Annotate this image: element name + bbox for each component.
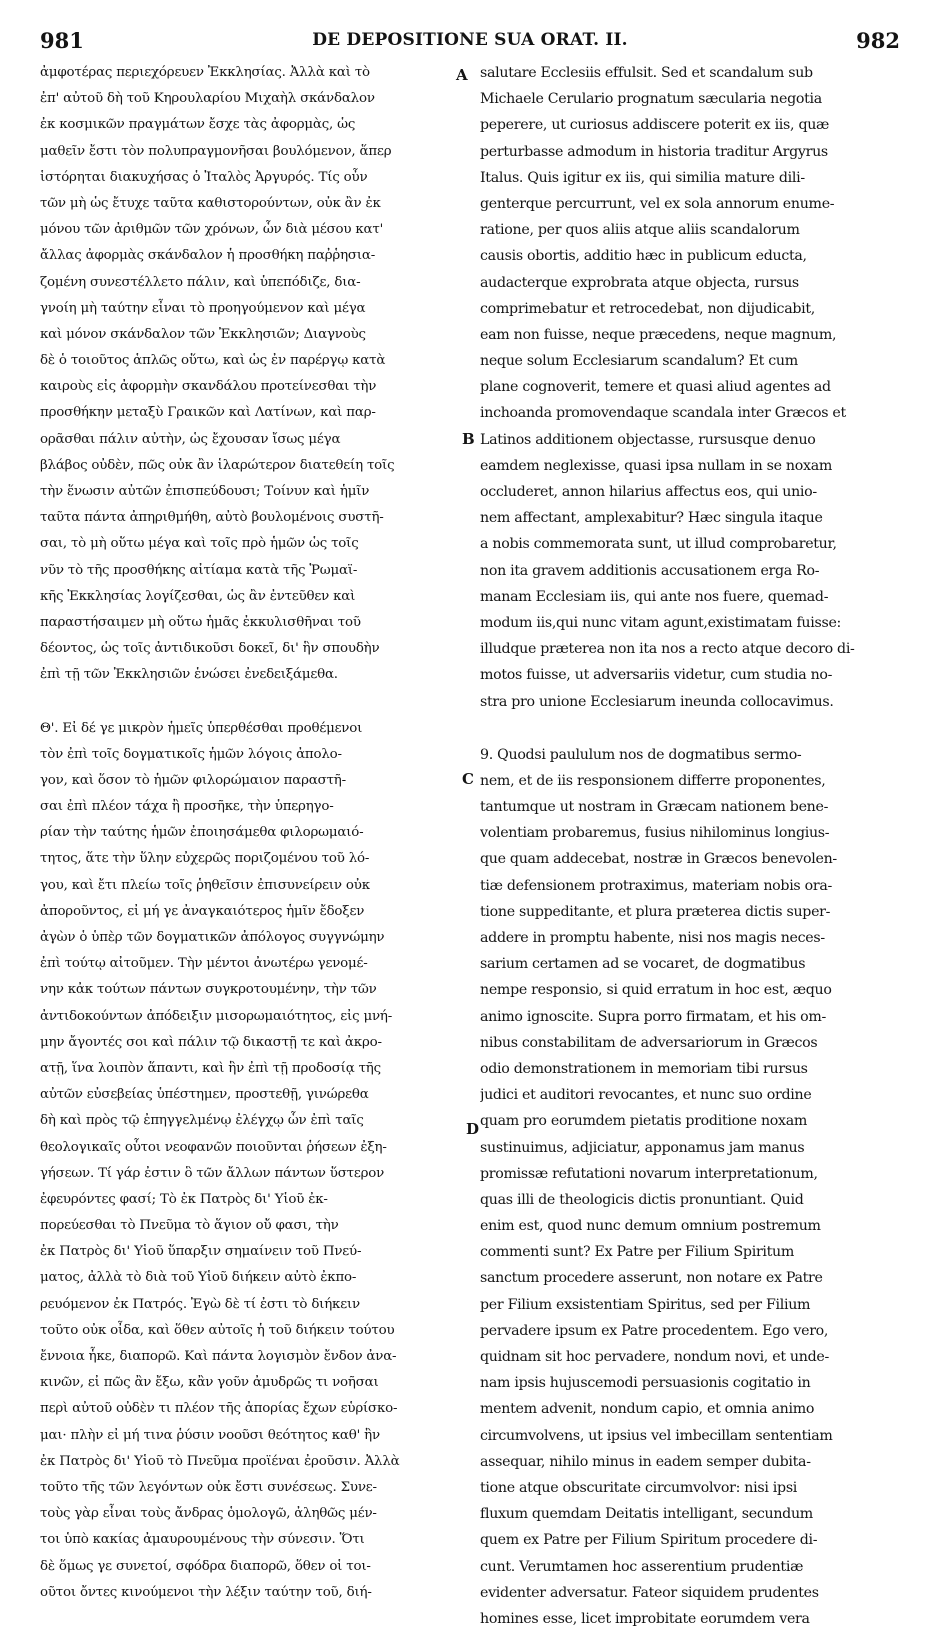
text-line: cunt. Verumtamen hoc asserentium prudentiæ [480, 1558, 804, 1575]
text-line: βλάβος οὐδὲν, πῶς οὐκ ἂν ἱλαρώτερον διατεθείη τοῖς [40, 457, 395, 473]
text-line: ἔννοια ἧκε, διαπορῶ. Καὶ πάντα λογισμὸν ἔνδον ἀνα- [40, 1349, 397, 1364]
text-line: Michaele Cerulario prognatum sæcularia negotia [480, 91, 822, 108]
text-line: αὐτῶν εὐσεβείας ὑπέστημεν, προστεθῇ, γινώρεθα [40, 1087, 369, 1103]
text-line: tione atque obscuritate circumvolvor: nisi ipsi [480, 1479, 798, 1496]
text-line: odio demonstrationem in memoriam tibi rursus [480, 1060, 808, 1077]
text-line: plane cognoverit, temere et quasi aliud agentes ad [480, 379, 831, 396]
text-line: fluxum quemdam Deitatis intelligant, secundum [480, 1506, 813, 1523]
text-line: ἐπ' αὐτοῦ δὴ τοῦ Κηρουλαρίου Μιχαὴλ σκάνδαλον [40, 91, 375, 107]
text-line: δὲ ὁ τοιοῦτος ἁπλῶς οὕτω, καὶ ὡς ἐν παρέργῳ κατὰ [40, 353, 386, 369]
text-line: commenti sunt? Ex Patre per Filium Spiritum [480, 1244, 795, 1261]
text-line: illudque præterea non ita nos a recto atque decoro di- [480, 641, 855, 658]
running-title: DE DEPOSITIONE SUA ORAT. II. [312, 30, 628, 50]
text-line: peperere, ut curiosus addiscere poterit ex iis, quæ [480, 117, 830, 134]
text-line: καιροὺς εἰς ἀφορμὴν σκανδάλου προτείνεσθαι τὴν [40, 379, 377, 395]
text-line: δὴ καὶ πρὸς τῷ ἐπηγγελμένῳ ἐλέγχῳ ὧν ἐπὶ ταῖς [40, 1113, 364, 1129]
text-line: ἐκ κοσμικῶν πραγμάτων ἔσχε τὰς ἀφορμὰς, ὡς [40, 117, 356, 133]
text-line: μόνου τῶν ἀριθμῶν τῶν χρόνων, ὧν διὰ μέσου κατ' [40, 222, 384, 238]
text-line: Θ'. Εἰ δέ γε μικρὸν ἡμεῖς ὑπερθέσθαι προθέμενοι [40, 720, 363, 736]
text-line: tione suppeditante, et plura præterea dictis super- [480, 903, 831, 920]
text-line: τοὺς γὰρ εἶναι τοὺς ἄνδρας ὁμολογῶ, ἀληθῶς μέν- [40, 1506, 377, 1522]
running-header [40, 28, 900, 60]
text-line: μαθεῖν ἔστι τὸν πολυπραγμονῆσαι βουλόμενον, ἅπερ [40, 143, 392, 159]
text-line: νῦν τὸ τῆς προσθήκης αἰτίαμα κατὰ τῆς Ῥωμαϊ- [40, 562, 358, 578]
text-line: salutare Ecclesiis effulsit. Sed et scandalum sub [480, 65, 813, 81]
text-line: sustinuimus, adjiciatur, apponamus jam manus [480, 1139, 805, 1156]
text-line: μην ἄγοντές σοι καὶ πάλιν τῷ δικαστῇ τε καὶ ἀκρο- [40, 1034, 382, 1050]
text-line: γνοίη μὴ ταύτην εἶναι τὸ προηγούμενον καὶ μέγα [40, 300, 366, 316]
text-line: perturbasse admodum in historia traditur Argyrus [480, 143, 828, 160]
text-line: quidnam sit hoc pervadere, nondum novi, et unde- [480, 1349, 829, 1365]
text-line: ἐκ Πατρὸς δι' Υἱοῦ τὸ Πνεῦμα προϊέναι ἐροῦσιν. Ἀλλὰ [40, 1453, 400, 1469]
text-line: nam ipsis hujuscemodi persuasionis cogitatio in [480, 1375, 811, 1392]
text-line: ορᾶσθαι πάλιν αὐτὴν, ὡς ἔχουσαν ἴσως μέγα [40, 431, 341, 447]
text-line: assequar, nihilo minus in eadem semper dubita- [480, 1453, 811, 1470]
text-line: non ita gravem additionis accusationem erga Ro- [480, 562, 820, 579]
text-line: τὸν ἐπὶ τοῖς δογματικοῖς ἡμῶν λόγοις ἀπολο- [40, 746, 342, 762]
text-line: per Filium exsistentiam Spiritus, sed per Filium [480, 1296, 811, 1313]
paragraph-gap [40, 689, 470, 716]
text-line: προσθήκην μεταξὺ Γραικῶν καὶ Λατίνων, καὶ παρ- [40, 405, 376, 421]
text-line: audacterque exprobrata atque objecta, rursus [480, 274, 799, 291]
page-number-left: 981 [40, 28, 84, 53]
text-line: nem, et de iis responsionem differre proponentes, [480, 772, 826, 789]
text-line: δέοντος, ὡς τοῖς ἀντιδικοῦσι δοκεῖ, δι' ἣν σπουδὴν [40, 641, 380, 657]
text-line: θεολογικαῖς οὗτοι νεοφανῶν ποιοῦνται ῥήσεων ἐξη- [40, 1139, 387, 1155]
text-line: τοῦτο οὐκ οἶδα, καὶ ὅθεν αὐτοῖς ἡ τοῦ διήκειν τούτου [40, 1322, 395, 1338]
page-number-right: 982 [856, 28, 900, 53]
greek-column [40, 60, 470, 1606]
text-line: ἀποροῦντος, εἰ μή γε ἀναγκαιότερος ἡμῖν ἔδοξεν [40, 903, 365, 919]
text-line: promissæ refutationi novarum interpretationum, [480, 1165, 818, 1182]
text-line: ζομένη συνεστέλλετο πάλιν, καὶ ὑπεπόδιζε, δια- [40, 274, 361, 290]
text-line: addere in promptu habente, nisi nos magis neces- [480, 930, 825, 946]
text-line: tiæ defensionem protraximus, materiam nobis ora- [480, 877, 832, 894]
text-line: ρευόμενον ἐκ Πατρός. Ἐγὼ δὲ τί ἐστι τὸ διήκειν [40, 1296, 360, 1312]
text-line: comprimebatur et retrocedebat, non dijudicabit, [480, 300, 815, 317]
text-line: 9. Quodsi paululum nos de dogmatibus sermo- [480, 746, 802, 763]
text-line: a nobis commemorata sunt, ut illud comprobaretur, [480, 536, 837, 553]
text-line: inchoanda promovendaque scandala inter Græcos et [480, 405, 846, 422]
text-line: Latinos additionem objectasse, rursusque denuo [480, 431, 816, 448]
text-line: σαι ἐπὶ πλέον τάχα ἢ προσῆκε, τὴν ὑπερηγο- [40, 799, 334, 815]
text-line: γον, καὶ ὅσον τὸ ἡμῶν φιλορώμαιον παραστῆ- [40, 772, 346, 788]
text-line: stra pro unione Ecclesiarum ineunda collocavimus. [480, 693, 834, 710]
margin-letter-a: A [456, 66, 468, 84]
text-line: παραστήσαιμεν μὴ οὕτω ἡμᾶς ἐκκυλισθῆναι τοῦ [40, 614, 361, 630]
text-line: ατῇ, ἵνα λοιπὸν ἅπαντι, καὶ ἣν ἐπὶ τῇ προδοσίᾳ τῆς [40, 1060, 381, 1076]
text-line: eam non fuisse, neque præcedens, neque magnum, [480, 326, 837, 343]
text-line: οῦτοι ὄντες κινούμενοι τὴν λέξιν ταύτην τοῦ, διή- [40, 1584, 372, 1600]
text-line: nibus constabilitam de adversariorum in Græcos [480, 1034, 818, 1051]
text-line: occluderet, annon hilarius affectus eos, qui unio- [480, 484, 817, 500]
text-line: δὲ ὅμως γε συνετοί, σφόδρα διαπορῶ, ὅθεν οἱ τοι- [40, 1558, 371, 1574]
text-line: ἐκ Πατρὸς δι' Υἱοῦ ὕπαρξιν σημαίνειν τοῦ Πνεύ- [40, 1244, 362, 1260]
text-line: judici et auditori revocantes, et nunc suo ordine [480, 1087, 812, 1104]
text-line: evidenter adversatur. Fateor siquidem prudentes [480, 1584, 819, 1601]
text-line: περὶ αὐτοῦ οὐδὲν τι πλέον τῆς ἀπορίας ἔχων εὑρίσκο- [40, 1401, 398, 1417]
text-line: ἐφευρόντες φασί; Τὸ ἐκ Πατρὸς δι' Υἱοῦ ἐκ- [40, 1191, 328, 1207]
text-line: homines esse, licet improbitate eorumdem vera [480, 1610, 810, 1627]
text-line: σαι, τὸ μὴ οὕτω μέγα καὶ τοῖς πρὸ ἡμῶν ὡς τοῖς [40, 536, 359, 552]
margin-letter-d: D [466, 1120, 480, 1138]
text-line: τητος, ἅτε τὴν ὕλην εὐχερῶς ποριζομένου τοῦ λό- [40, 851, 370, 867]
text-line: τοι ὑπὸ κακίας ἀμαυρουμένους τὴν σύνεσιν. Ὅτι [40, 1532, 365, 1548]
latin-column [480, 60, 903, 1632]
text-line: ἐπὶ τούτῳ αἰτοῦμεν. Τὴν μέντοι ἀνωτέρω γενομέ- [40, 956, 368, 972]
text-line: manam Ecclesiam iis, qui ante nos fuere, quemad- [480, 588, 829, 605]
text-line: κῆς Ἐκκλησίας λογίζεσθαι, ὡς ἂν ἐντεῦθεν καὶ [40, 588, 356, 604]
text-line: γήσεων. Τί γάρ ἐστιν ὃ τῶν ἄλλων πάντων ὕστερον [40, 1165, 385, 1181]
text-line: eamdem neglexisse, quasi ipsa nullam in se noxam [480, 457, 833, 474]
text-line: ἀμφοτέρας περιεχόρευεν Ἐκκλησίας. Ἀλλὰ καὶ τὸ [40, 65, 370, 80]
text-line: sarium certamen ad se vocaret, de dogmatibus [480, 956, 806, 973]
text-line: circumvolvens, ut ipsius vel imbecillam sententiam [480, 1427, 833, 1444]
paragraph-gap [480, 715, 903, 742]
text-line: pervadere ipsum ex Patre procedentem. Ego vero, [480, 1322, 829, 1339]
text-line: genterque percurrunt, vel ex sola annorum enume- [480, 195, 835, 212]
text-line: ἱστόρηται διακυχήσας ὁ Ἰταλὸς Ἀργυρός. Τίς οὖν [40, 169, 368, 185]
text-line: ἄλλας ἀφορμὰς σκάνδαλον ἡ προσθήκη παῤῥησια- [40, 248, 376, 264]
text-line: ἀντιδοκούντων ἀπόδειξιν μισορωμαιότητος, εἰς μνή- [40, 1008, 393, 1024]
margin-letter-b: B [462, 430, 475, 448]
margin-letter-c: C [462, 770, 474, 788]
text-line: enim est, quod nunc demum omnium postremum [480, 1218, 821, 1235]
text-line: ταῦτα πάντα ἀπηριθμήθη, αὐτὸ βουλομένοις συστῆ- [40, 510, 384, 526]
text-line: nempe responsio, si quid erratum in hoc est, æquo [480, 982, 832, 999]
text-line: mentem advenit, nondum capio, et omnia animo [480, 1401, 815, 1418]
text-line: nem affectant, amplexabitur? Hæc singula itaque [480, 510, 823, 527]
text-line: neque solum Ecclesiarum scandalum? Et cum [480, 353, 798, 370]
text-line: πορεύεσθαι τὸ Πνεῦμα τὸ ἅγιον οὔ φασι, τὴν [40, 1218, 339, 1234]
text-line: quas illi de theologicis dictis pronuntiant. Quid [480, 1191, 804, 1208]
text-line: tantumque ut nostram in Græcam nationem bene- [480, 799, 829, 816]
text-line: τὴν ἕνωσιν αὐτῶν ἐπισπεύδουσι; Τοίνυν καὶ ἡμῖν [40, 484, 370, 499]
text-line: quam pro eorumdem pietatis proditione noxam [480, 1113, 808, 1130]
text-line: νην κἀκ τούτων πάντων συγκροτουμένην, τὴν τῶν [40, 982, 377, 998]
text-line: causis obortis, additio hæc in publicum educta, [480, 248, 807, 265]
text-line: volentiam probaremus, fusius nihilominus longius- [480, 825, 830, 842]
text-line: ratione, per quos aliis atque aliis scandalorum [480, 222, 800, 239]
text-line: sanctum procedere asserunt, non notare ex Patre [480, 1270, 823, 1287]
text-line: ματος, ἀλλὰ τὸ διὰ τοῦ Υἱοῦ διήκειν αὐτὸ ἐκπο- [40, 1270, 357, 1286]
text-line: τῶν μὴ ὡς ἔτυχε ταῦτα καθιστορούντων, οὐκ ἂν ἐκ [40, 195, 381, 211]
text-line: τοῦτο τῆς τῶν λεγόντων οὐκ ἔστι συνέσεως. Συνε- [40, 1479, 377, 1495]
text-line: καὶ μόνον σκάνδαλον τῶν Ἐκκλησιῶν; Διαγνοὺς [40, 326, 366, 342]
text-line: quem ex Patre per Filium Spiritum procedere di- [480, 1532, 818, 1549]
text-line: motos fuisse, ut adversariis videtur, cum studia no- [480, 667, 833, 684]
text-line: Italus. Quis igitur ex iis, qui similia mature dili- [480, 169, 805, 186]
text-line: modum iis,qui nunc vitam agunt,existimatam fuisse: [480, 614, 842, 631]
text-line: animo ignoscite. Supra porro firmatam, et his om- [480, 1008, 827, 1025]
text-line: ἐπὶ τῇ τῶν Ἐκκλησιῶν ἑνώσει ἐνεδειξάμεθα. [40, 667, 338, 683]
text-line: γου, καὶ ἔτι πλείω τοῖς ῥηθεῖσιν ἐπισυνείρειν οὐκ [40, 877, 370, 893]
text-line: μαι· πλὴν εἰ μή τινα ῥύσιν νοοῦσι θεότητος καθ' ἣν [40, 1427, 380, 1443]
text-line: κινῶν, εἰ πῶς ἂν ἔξω, κἂν γοῦν ἀμυδρῶς τι νοῆσαι [40, 1375, 379, 1391]
text-line: ρίαν τὴν ταύτης ἡμῶν ἐποιησάμεθα φιλορωμαιό- [40, 825, 364, 841]
text-line: ἀγὼν ὁ ὑπὲρ τῶν δογματικῶν ἀπόλογος συγγνώμην [40, 930, 385, 945]
text-line: que quam addecebat, nostræ in Græcos benevolen- [480, 851, 837, 868]
